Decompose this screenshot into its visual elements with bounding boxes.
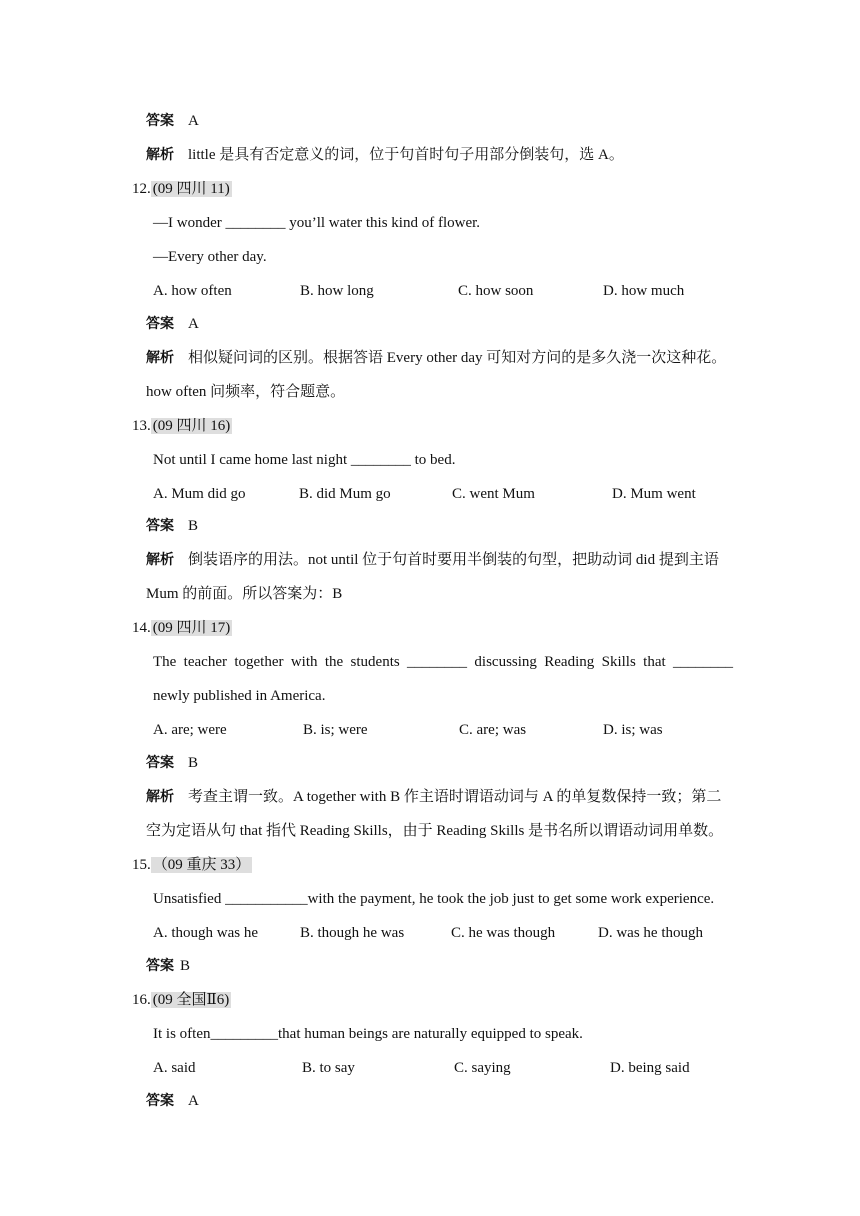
answer-value: A	[188, 316, 199, 332]
analysis-label: 解析	[146, 552, 174, 568]
option-b: B. is; were	[303, 722, 368, 738]
option-c: C. are; was	[459, 722, 527, 738]
answer-label: 答案	[146, 316, 174, 332]
option-d: D. being said	[610, 1060, 690, 1076]
option-c: C. he was though	[451, 925, 556, 941]
answer-line	[146, 516, 198, 536]
question-header	[132, 618, 232, 638]
answer-line	[146, 1091, 199, 1111]
option-c: C. saying	[454, 1060, 511, 1076]
analysis-line	[146, 550, 719, 570]
question-source: (09 四川 17)	[152, 620, 231, 636]
answer-value: A	[188, 113, 199, 129]
question-number: 14.	[132, 620, 151, 636]
question-stem: Not until I came home last night ________ to bed.	[153, 452, 456, 468]
analysis-text: little 是具有否定意义的词，位于句首时句子用部分倒装句，选 A。	[188, 147, 624, 163]
question-header	[132, 855, 252, 875]
analysis-line	[146, 145, 624, 165]
analysis-label: 解析	[146, 350, 174, 366]
option-d: D. was he though	[598, 925, 703, 941]
question-stem: newly published in America.	[153, 688, 326, 704]
answer-line	[146, 956, 190, 976]
analysis-label: 解析	[146, 789, 174, 805]
option-d: D. Mum went	[612, 486, 696, 502]
answer-line	[146, 753, 198, 773]
question-header	[132, 179, 232, 199]
option-a: A. said	[153, 1060, 196, 1076]
question-header	[132, 990, 231, 1010]
option-d: D. how much	[603, 283, 685, 299]
analysis-line	[146, 348, 726, 368]
question-stem: Unsatisfied ___________with the payment, he took the job just to get some work experience.	[153, 891, 715, 907]
analysis-label: 解析	[146, 147, 174, 163]
answer-label: 答案	[146, 113, 174, 129]
option-b: B. though he was	[300, 925, 405, 941]
question-number: 12.	[132, 181, 151, 197]
question-stem: —I wonder ________ you’ll water this kind of flower.	[153, 215, 481, 231]
analysis-text: 相似疑问词的区别。根据答语 Every other day 可知对方问的是多久浇一次这种花。	[188, 350, 727, 366]
option-b: B. did Mum go	[299, 486, 391, 502]
question-source: （09 重庆 33）	[152, 857, 251, 873]
answer-label: 答案	[146, 958, 174, 974]
answer-label: 答案	[146, 755, 174, 771]
analysis-text: 倒装语序的用法。not until 位于句首时要用半倒装的句型，把助动词 did 提到主语	[188, 552, 719, 568]
answer-line	[146, 111, 199, 131]
question-number: 13.	[132, 418, 151, 434]
question-source: (09 全国Ⅱ6)	[152, 992, 230, 1008]
option-c: C. went Mum	[452, 486, 535, 502]
analysis-text: 考查主谓一致。A together with B 作主语时谓语动词与 A 的单复数保持一致；第二	[188, 789, 722, 805]
answer-label: 答案	[146, 518, 174, 534]
answer-line	[146, 314, 199, 334]
question-stem: The teacher together with the students ________ discussing Reading Skills that ________	[153, 654, 733, 670]
question-source: (09 四川 16)	[152, 418, 231, 434]
answer-value: B	[180, 958, 191, 974]
option-b: B. how long	[300, 283, 374, 299]
answer-value: B	[188, 518, 199, 534]
analysis-text: how often 问频率，符合题意。	[146, 384, 346, 400]
analysis-text: Mum 的前面。所以答案为：B	[146, 586, 343, 602]
answer-label: 答案	[146, 1093, 174, 1109]
question-header	[132, 416, 232, 436]
analysis-line	[146, 787, 721, 807]
option-b: B. to say	[302, 1060, 355, 1076]
option-d: D. is; was	[603, 722, 663, 738]
question-number: 15.	[132, 857, 151, 873]
question-number: 16.	[132, 992, 151, 1008]
question-stem: —Every other day.	[153, 249, 267, 265]
option-a: A. Mum did go	[153, 486, 246, 502]
option-a: A. how often	[153, 283, 232, 299]
answer-value: A	[188, 1093, 199, 1109]
question-source: (09 四川 11)	[152, 181, 230, 197]
option-a: A. are; were	[153, 722, 227, 738]
option-c: C. how soon	[458, 283, 534, 299]
answer-value: B	[188, 755, 199, 771]
option-a: A. though was he	[153, 925, 258, 941]
question-stem: It is often_________that human beings are naturally equipped to speak.	[153, 1026, 583, 1042]
analysis-text: 空为定语从句 that 指代 Reading Skills，由于 Reading Skills 是书名所以谓语动词用单数。	[146, 823, 724, 839]
